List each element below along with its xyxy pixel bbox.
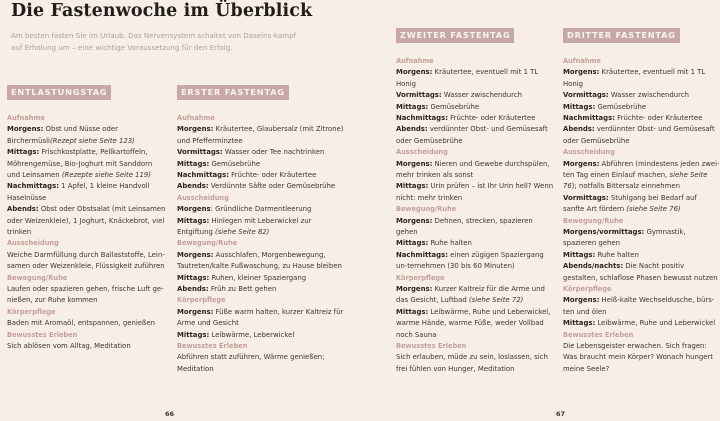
entry-text [177, 273, 347, 284]
entry-body: Urin prüfen – ist Ihr Urin hell? Wenn nicht: mehr trinken [396, 182, 554, 202]
entry-body: Ausschlafen, Morgenbewegung, Tautreten/kalte Fußwaschung, zu Hause bleiben [177, 250, 342, 271]
entry-key: Nachmittags: [396, 250, 448, 259]
entry-text [177, 330, 347, 341]
page-number-right: 67 [556, 410, 566, 418]
entry-body: Ruhe halten [428, 239, 472, 248]
entry-text [177, 204, 347, 215]
section-label: Bewusstes Erleben [7, 330, 78, 339]
entry-key: Morgens: [396, 159, 433, 168]
entry-body: Stuhlgang bei Bedarf auf sanfte Art fördern [563, 193, 697, 214]
section-label: Bewegung/Ruhe [177, 239, 238, 248]
entry-key: Abends: [177, 285, 209, 294]
entry-key: Vormittags: [396, 91, 442, 100]
entry-text [7, 341, 167, 352]
entry-body: Abführen (mindestens jeden zwei-ten Tag einen Einlauf machen, [563, 159, 720, 180]
entry-key: Vormittags: [563, 91, 609, 100]
entry-body: : Gründliche Darmentleerung [210, 205, 312, 214]
entry-text [563, 113, 720, 124]
entry-body: Gymnastik, spazieren gehen [563, 228, 686, 248]
entry-text [563, 295, 720, 318]
entry-key: Mittags: [177, 330, 210, 339]
entry-text [177, 147, 347, 158]
entry-text [396, 284, 556, 307]
entry-body: Leibwärme, Leberwickel [209, 330, 295, 339]
entry-text [7, 318, 167, 329]
entry-body: Kräutertee, eventuell mit 1 TL Honig [396, 68, 539, 88]
entry-key: Mittags: [396, 239, 429, 248]
entry-key: Morgens: [177, 125, 214, 134]
entry-body: Sich erlauben, müde zu sein, loslassen, sich frei fühlen von Hunger, Meditation [396, 353, 548, 373]
entry-key: Morgens [177, 205, 211, 214]
entry-body: Heiß-kalte Wechseldusche, bürs-ten und ölen [563, 296, 715, 316]
entry-body: Ruhe halten [595, 250, 639, 259]
entry-body: Früchte- oder Kräutertee [447, 114, 536, 123]
entry-key: Nachmittags: [396, 114, 448, 123]
entry-key: Abends: [396, 125, 428, 134]
intro-text: Am besten fasten Sie im Urlaub. Das Nervensystem schaltet von Daseins-kampf auf Erholung um – eine wichtige Voraussetzung für den Erfolg. [11, 31, 297, 52]
page-title: Die Fastenwoche im Überblick [11, 1, 313, 21]
page-reference: (siehe Seite 82) [215, 228, 270, 237]
entry-text [7, 124, 167, 147]
entry-text [7, 204, 167, 238]
entry-key: Abends: [7, 205, 39, 214]
entry-body: Wasser zwischendurch [441, 91, 522, 100]
day-column-erster-fastentag [177, 80, 347, 375]
entry-key: Mittags: [396, 102, 429, 111]
entry-text [396, 352, 556, 375]
entry-text [396, 102, 556, 113]
entry-text [7, 147, 167, 181]
entry-body: Verdünnte Säfte oder Gemüsebrühe [208, 182, 336, 191]
entry-text [177, 284, 347, 295]
entry-body: Ruhen, kleiner Spaziergang [209, 273, 307, 282]
entry-text [7, 250, 167, 273]
entry-body: Hinlegen mit Leberwickel zur Entgiftung [177, 216, 312, 237]
entry-text [177, 124, 347, 147]
entry-text [177, 159, 347, 170]
entry-key: Morgens: [396, 285, 433, 294]
entry-key: Nachmittags: [7, 182, 59, 191]
entry-body: Früchte- oder Kräutertee [228, 171, 317, 180]
entry-body: 1 Apfel, 1 kleine Handvoll Haselnüsse [7, 182, 150, 202]
entry-text [177, 307, 347, 330]
entry-key: Mittags: [396, 307, 429, 316]
entry-body: Gemüsebrühe [428, 102, 480, 111]
entry-text [7, 181, 167, 204]
entry-key: Vormittags: [177, 148, 223, 157]
entry-text [396, 67, 556, 90]
day-column-entlastungstag [7, 80, 167, 352]
entry-text [396, 307, 556, 341]
entry-body: einen zügigen Spaziergang un-ternehmen (30 bis 60 Minuten) [396, 250, 544, 271]
entry-key: Mittags: [177, 216, 210, 225]
entry-text [396, 181, 556, 204]
entry-body: Weiche Darmfüllung durch Ballaststoffe, Lein-samen oder Weizenkleie, Flüssigkeit zuführen [7, 250, 165, 271]
entry-body: Dehnen, strecken, spazieren gehen [396, 216, 533, 237]
entry-body: Früh zu Bett gehen [208, 285, 277, 294]
entry-key: Mittags: [177, 159, 210, 168]
section-label: Körperpflege [396, 273, 445, 282]
entry-body: Frischkostplatte, Pellkartoffeln, Möhrengemüse, Bio-Joghurt mit Sanddorn und Leinsamen [7, 148, 153, 180]
entry-text [177, 250, 347, 273]
page-number-left: 66 [165, 410, 175, 418]
entry-text [396, 250, 556, 273]
entry-key: Mittags: [177, 273, 210, 282]
entry-key: Morgens: [7, 125, 44, 134]
day-column-dritter-fastentag [563, 23, 720, 375]
section-label: Bewusstes Erleben [177, 342, 248, 351]
entry-body: Baden mit Aromaöl, entspannen, genießen [7, 319, 155, 328]
section-label: Aufnahme [396, 57, 434, 65]
section-label: Ausscheidung [396, 148, 448, 157]
entry-text [396, 124, 556, 147]
page-reference: (siehe Seite 76) [626, 205, 681, 214]
day-badge: ERSTER FASTENTAG [177, 85, 289, 100]
entry-key: Abends: [563, 125, 595, 134]
entry-text [563, 90, 720, 101]
entry-body: Leibwärme, Ruhe und Leberwickel [595, 319, 716, 328]
section-label: Ausscheidung [563, 148, 615, 157]
section-label: Körperpflege [7, 307, 56, 316]
section-label: Aufnahme [563, 57, 601, 65]
entry-key: Morgens: [563, 68, 600, 77]
entry-text [396, 90, 556, 101]
entry-text [563, 193, 720, 216]
entry-text [396, 159, 556, 182]
entry-text [563, 227, 720, 250]
entry-text [563, 261, 720, 284]
entry-text [7, 284, 167, 307]
entry-text [177, 352, 347, 375]
entry-key: Nachmittags: [563, 114, 615, 123]
entry-key: Morgens: [177, 307, 214, 316]
page-reference: (Rezept siehe Seite 123) [49, 136, 135, 145]
entry-text [396, 113, 556, 124]
entry-key: Morgens: [563, 296, 600, 305]
entry-body: Wasser zwischendurch [608, 91, 689, 100]
entry-body: Füße warm halten, kurzer Kaltreiz für Arme und Gesicht [177, 307, 344, 328]
entry-body: Gemüsebrühe [209, 159, 261, 168]
entry-tail: ); notfalls Bittersalz einnehmen [571, 182, 680, 191]
entry-body: verdünnter Obst- und Gemüsesaft oder Gemüsebrühe [563, 125, 715, 145]
entry-key: Abends/nachts: [563, 262, 624, 271]
entry-key: Morgens: [396, 68, 433, 77]
day-badge: ENTLASTUNGSTAG [7, 85, 111, 100]
entry-key: Morgens/vormittags: [563, 228, 645, 237]
entry-body: Obst oder Obstsalat (mit Leinsamen oder Weizenkleie), 1 Joghurt, Knäckebrot, viel trinken [7, 205, 166, 237]
entry-text [563, 250, 720, 261]
entry-text [563, 159, 720, 193]
entry-body: verdünnter Obst- und Gemüsesaft oder Gemüsebrühe [396, 125, 548, 145]
entry-text [396, 216, 556, 239]
entry-text [563, 341, 720, 375]
entry-text [563, 67, 720, 90]
entry-key: Mittags: [7, 148, 40, 157]
entry-body: Die Nacht positiv gestalten, schlaflose Phasen bewusst nutzen [563, 262, 718, 282]
page-reference: siehe Seite 76 [563, 171, 708, 191]
entry-key: Mittags: [563, 319, 596, 328]
entry-body: Laufen oder spazieren gehen, frische Luft ge-nießen, zur Ruhe kommen [7, 285, 164, 305]
entry-body: Kräutertee, eventuell mit 1 TL Honig [563, 68, 706, 88]
section-label: Bewusstes Erleben [396, 342, 467, 351]
page-reference: (Rezepte siehe Seite 119) [61, 171, 151, 180]
entry-text [563, 124, 720, 147]
section-label: Bewegung/Ruhe [563, 216, 624, 225]
section-label: Körperpflege [177, 296, 226, 305]
entry-body: Sich ablösen vom Alltag, Meditation [7, 342, 131, 351]
day-column-zweiter-fastentag [396, 23, 556, 375]
section-label: Bewegung/Ruhe [396, 205, 457, 214]
section-label: Körperpflege [563, 285, 612, 294]
entry-text [396, 238, 556, 249]
section-label: Aufnahme [177, 114, 215, 122]
section-label: Aufnahme [7, 114, 45, 122]
section-label: Bewegung/Ruhe [7, 273, 68, 282]
entry-key: Morgens: [396, 216, 433, 225]
entry-body: Die Lebensgeister erwachen. Sich fragen: Was braucht mein Körper? Wonach hungert meine Seele? [563, 342, 713, 373]
entry-text [563, 102, 720, 113]
entry-text [177, 181, 347, 192]
entry-key: Abends: [177, 182, 209, 191]
page-reference: (siehe Seite 72) [468, 296, 524, 305]
entry-body: Abführen statt zuführen, Wärme genießen; Meditation [177, 353, 325, 373]
section-label: Ausscheidung [7, 239, 59, 248]
entry-body: Kurzer Kaltreiz für die Arme und das Gesicht, Luftbad [396, 285, 545, 305]
entry-body: Leibwärme, Ruhe und Leberwickel, warme Hände, warme Füße, weder Vollbad noch Sauna [396, 307, 551, 339]
entry-text [177, 216, 347, 239]
entry-body: Obst und Nüsse oder Birchermüsli [7, 125, 118, 145]
section-label: Bewusstes Erleben [563, 330, 634, 339]
entry-text [563, 318, 720, 329]
entry-body: Nieren und Gewebe durchspülen, mehr trinken als sonst [396, 159, 550, 180]
day-badge: ZWEITER FASTENTAG [396, 28, 514, 43]
entry-key: Mittags: [563, 102, 596, 111]
section-label: Ausscheidung [177, 193, 229, 202]
entry-body: Gemüsebrühe [595, 102, 647, 111]
entry-key: Nachmittags: [177, 171, 229, 180]
entry-key: Morgens: [563, 159, 600, 168]
entry-key: Vormittags: [563, 193, 609, 202]
entry-key: Morgens: [177, 250, 214, 259]
entry-text [177, 170, 347, 181]
entry-body: Wasser oder Tee nachtrinken [222, 148, 325, 157]
entry-body: Kräutertee, Glaubersalz (mit Zitrone) und Pfefferminztee [177, 125, 344, 145]
entry-key: Mittags: [396, 182, 429, 191]
entry-key: Mittags: [563, 250, 596, 259]
entry-body: Früchte- oder Kräutertee [614, 114, 703, 123]
day-badge: DRITTER FASTENTAG [563, 28, 680, 43]
